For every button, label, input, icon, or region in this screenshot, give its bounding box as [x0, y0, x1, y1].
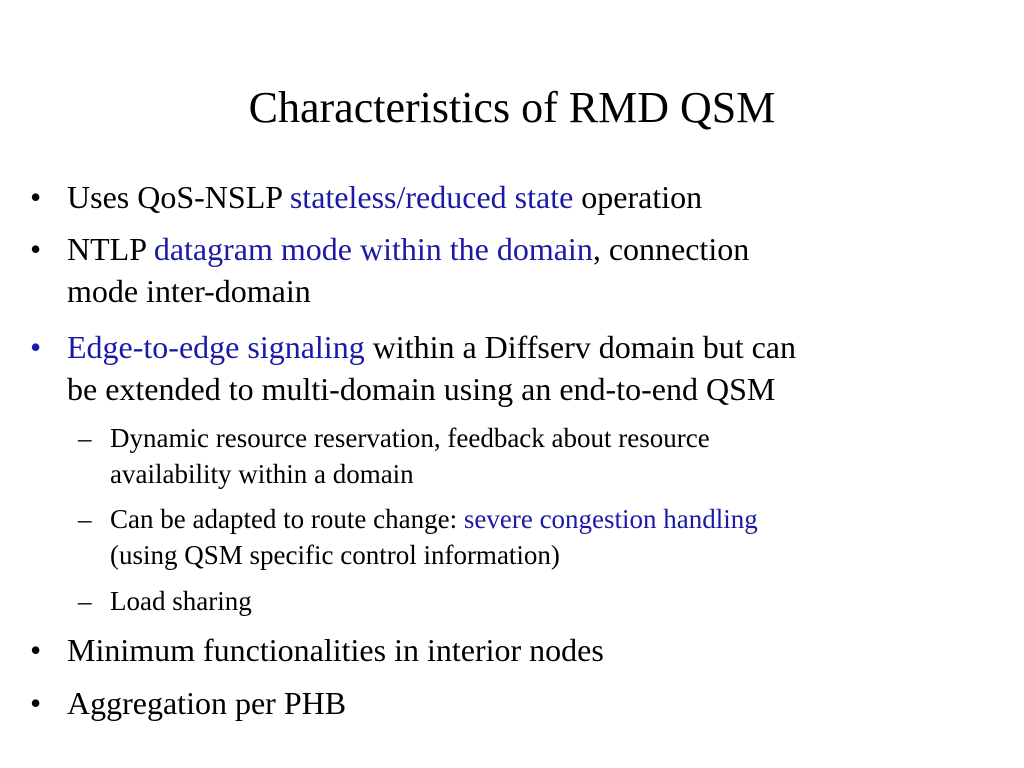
bullet-marker: •	[30, 329, 42, 365]
highlighted-text: datagram mode within the domain	[153, 231, 593, 267]
bullet-text-part: operation	[573, 179, 703, 215]
sub-bullet-line-2: availability within a domain	[110, 459, 414, 489]
sub-bullet-line-1	[110, 501, 758, 537]
bullet-line-2: mode inter-domain	[67, 273, 311, 309]
bullet-text	[67, 228, 749, 312]
bullet-text	[67, 176, 702, 218]
bullet-text	[67, 326, 796, 410]
sub-bullet-text	[110, 501, 758, 573]
sub-bullet-text-part: Can be adapted to route change:	[110, 504, 464, 534]
slide-title: Characteristics of RMD QSM	[248, 83, 776, 132]
bullet-text-part: Uses QoS-NSLP	[67, 179, 290, 215]
sub-bullet-line-1: Dynamic resource reservation, feedback about resource	[110, 423, 710, 453]
bullet-text-part: NTLP	[67, 231, 154, 267]
bullet-marker: •	[30, 179, 42, 215]
sub-bullet-text: Load sharing	[110, 586, 252, 616]
bullet-line-2: be extended to multi-domain using an end-to-end QSM	[67, 371, 776, 407]
bullet-line-1	[67, 326, 796, 368]
sub-bullet-marker: –	[78, 586, 92, 616]
sub-bullet-marker: –	[78, 423, 92, 453]
highlighted-text: Edge-to-edge signaling	[67, 329, 365, 365]
bullet-marker: •	[30, 231, 42, 267]
sub-bullet-text	[110, 420, 710, 492]
bullet-text-part: , connection	[592, 231, 750, 267]
sub-bullet-marker: –	[78, 504, 92, 534]
bullet-text: Minimum functionalities in interior nodes	[67, 632, 604, 668]
bullet-marker: •	[30, 685, 42, 721]
sub-bullet-line-2: (using QSM specific control information)	[110, 540, 560, 570]
highlighted-text: severe congestion handling	[463, 504, 758, 534]
bullet-line-1	[67, 228, 749, 270]
bullet-text: Aggregation per PHB	[67, 685, 347, 721]
highlighted-text: stateless/reduced state	[289, 179, 574, 215]
bullet-marker: •	[30, 632, 42, 668]
bullet-text-part: within a Diffserv domain but can	[364, 329, 796, 365]
